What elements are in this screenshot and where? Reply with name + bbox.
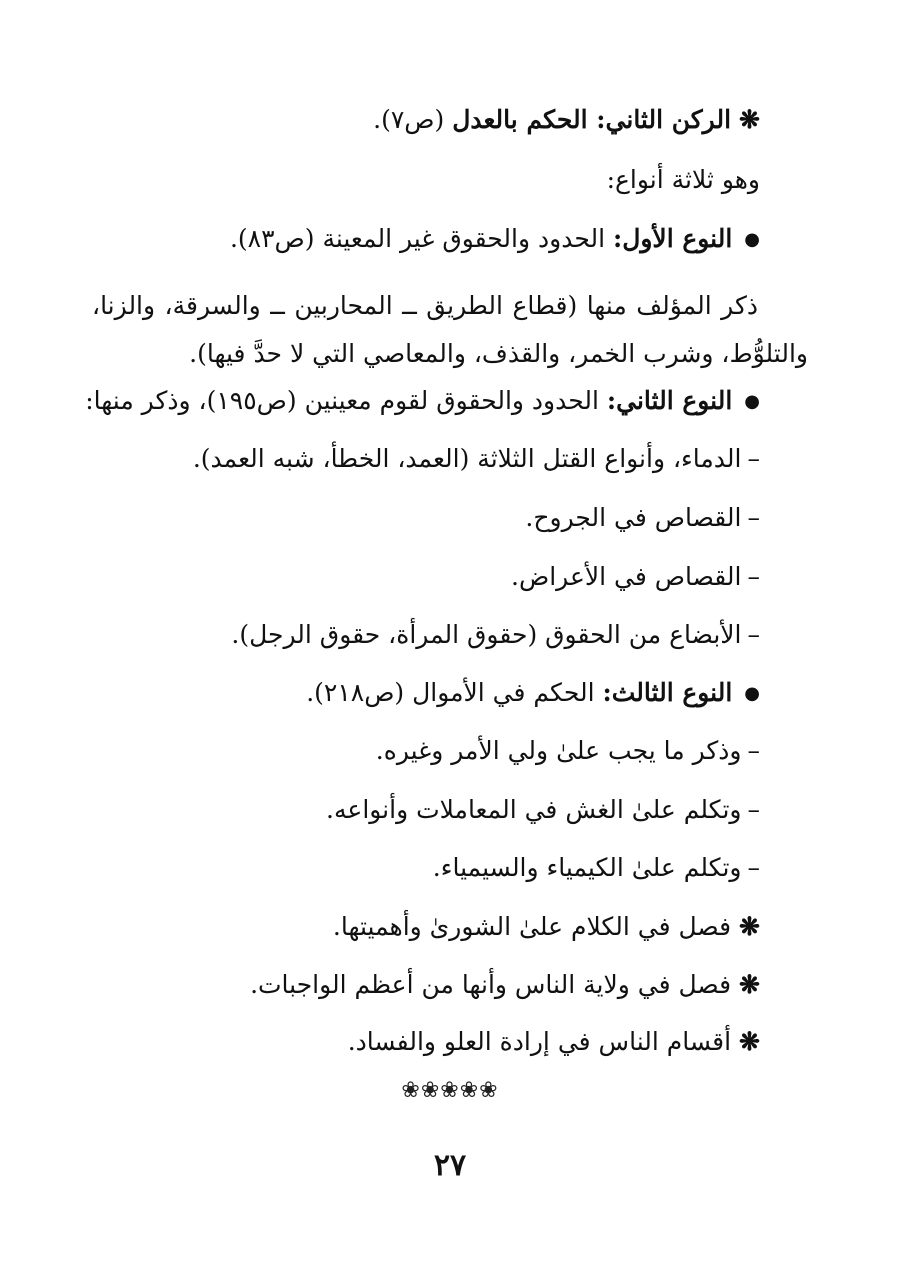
type-three-label: النوع الثالث:: [602, 678, 733, 707]
type-two-label: النوع الثاني:: [606, 386, 733, 415]
type-two-item: [85, 384, 760, 421]
dash-icon: –: [747, 736, 760, 765]
star-ornament-icon: ❋: [739, 912, 760, 941]
type-one-text: الحدود والحقوق غير المعينة (ص٨٣).: [229, 224, 613, 253]
list-item-text: الدماء، وأنواع القتل الثلاثة (العمد، الخطأ، شبه العمد).: [192, 444, 742, 473]
list-item-text: القصاص في الأعراض.: [511, 562, 742, 591]
list-item: [90, 851, 760, 885]
section-people-types: [90, 1025, 760, 1059]
type-two-text: الحدود والحقوق لقوم معينين (ص١٩٥)، وذكر منها:: [85, 386, 607, 415]
list-item: [90, 442, 760, 476]
heading-page-ref: (ص٧).: [373, 105, 453, 134]
list-item: [90, 793, 760, 827]
heading-bold-text: الركن الثاني: الحكم بالعدل: [452, 105, 732, 134]
dash-icon: –: [747, 503, 760, 532]
dash-icon: –: [747, 795, 760, 824]
section-wilayah: [90, 968, 760, 1002]
paragraph-text: ذكر المؤلف منها (قطاع الطريق ــ المحاربين ــ والسرقة، والزنا، والتلوُّط، وشرب الخمر، والقذف، والمعاصي التي لا حدَّ فيها).: [92, 291, 808, 368]
section-shura: [90, 910, 760, 944]
star-ornament-icon: ❋: [739, 1027, 760, 1056]
type-one-item: [90, 222, 760, 259]
list-item-text: القصاص في الجروح.: [525, 503, 742, 532]
type-three-item: [90, 676, 760, 713]
dash-icon: –: [747, 620, 760, 649]
list-item-text: وذكر ما يجب علىٰ ولي الأمر وغيره.: [375, 736, 742, 765]
heading-second-pillar: [90, 103, 760, 137]
list-item: [90, 734, 760, 768]
page-number: ٢٧: [433, 1148, 467, 1183]
list-item-text: الأبضاع من الحقوق (حقوق المرأة، حقوق الرجل).: [231, 620, 742, 649]
list-item: [90, 618, 760, 652]
dash-icon: –: [747, 853, 760, 882]
section-text: فصل في ولاية الناس وأنها من أعظم الواجبات.: [250, 970, 732, 999]
end-ornament-icon: ❀❀❀❀❀: [401, 1078, 499, 1103]
list-item-text: وتكلم علىٰ الغش في المعاملات وأنواعه.: [326, 795, 742, 824]
list-item: [90, 560, 760, 594]
list-item: [90, 501, 760, 535]
type-three-text: الحكم في الأموال (ص٢١٨).: [306, 678, 603, 707]
star-ornament-icon: ❋: [739, 970, 760, 999]
section-text: فصل في الكلام علىٰ الشورىٰ وأهميتها.: [332, 912, 732, 941]
dash-icon: –: [747, 562, 760, 591]
three-types-intro: وهو ثلاثة أنواع:: [606, 165, 760, 194]
dash-icon: –: [747, 444, 760, 473]
star-ornament-icon: ❋: [739, 105, 760, 134]
bullet-icon: ●: [744, 229, 760, 250]
bullet-icon: ●: [744, 683, 760, 704]
section-text: أقسام الناس في إرادة العلو والفساد.: [347, 1027, 732, 1056]
author-mentioned-paragraph: [92, 282, 808, 378]
bullet-icon: ●: [744, 391, 760, 412]
list-item-text: وتكلم علىٰ الكيمياء والسيمياء.: [432, 853, 742, 882]
type-one-label: النوع الأول:: [612, 224, 733, 253]
